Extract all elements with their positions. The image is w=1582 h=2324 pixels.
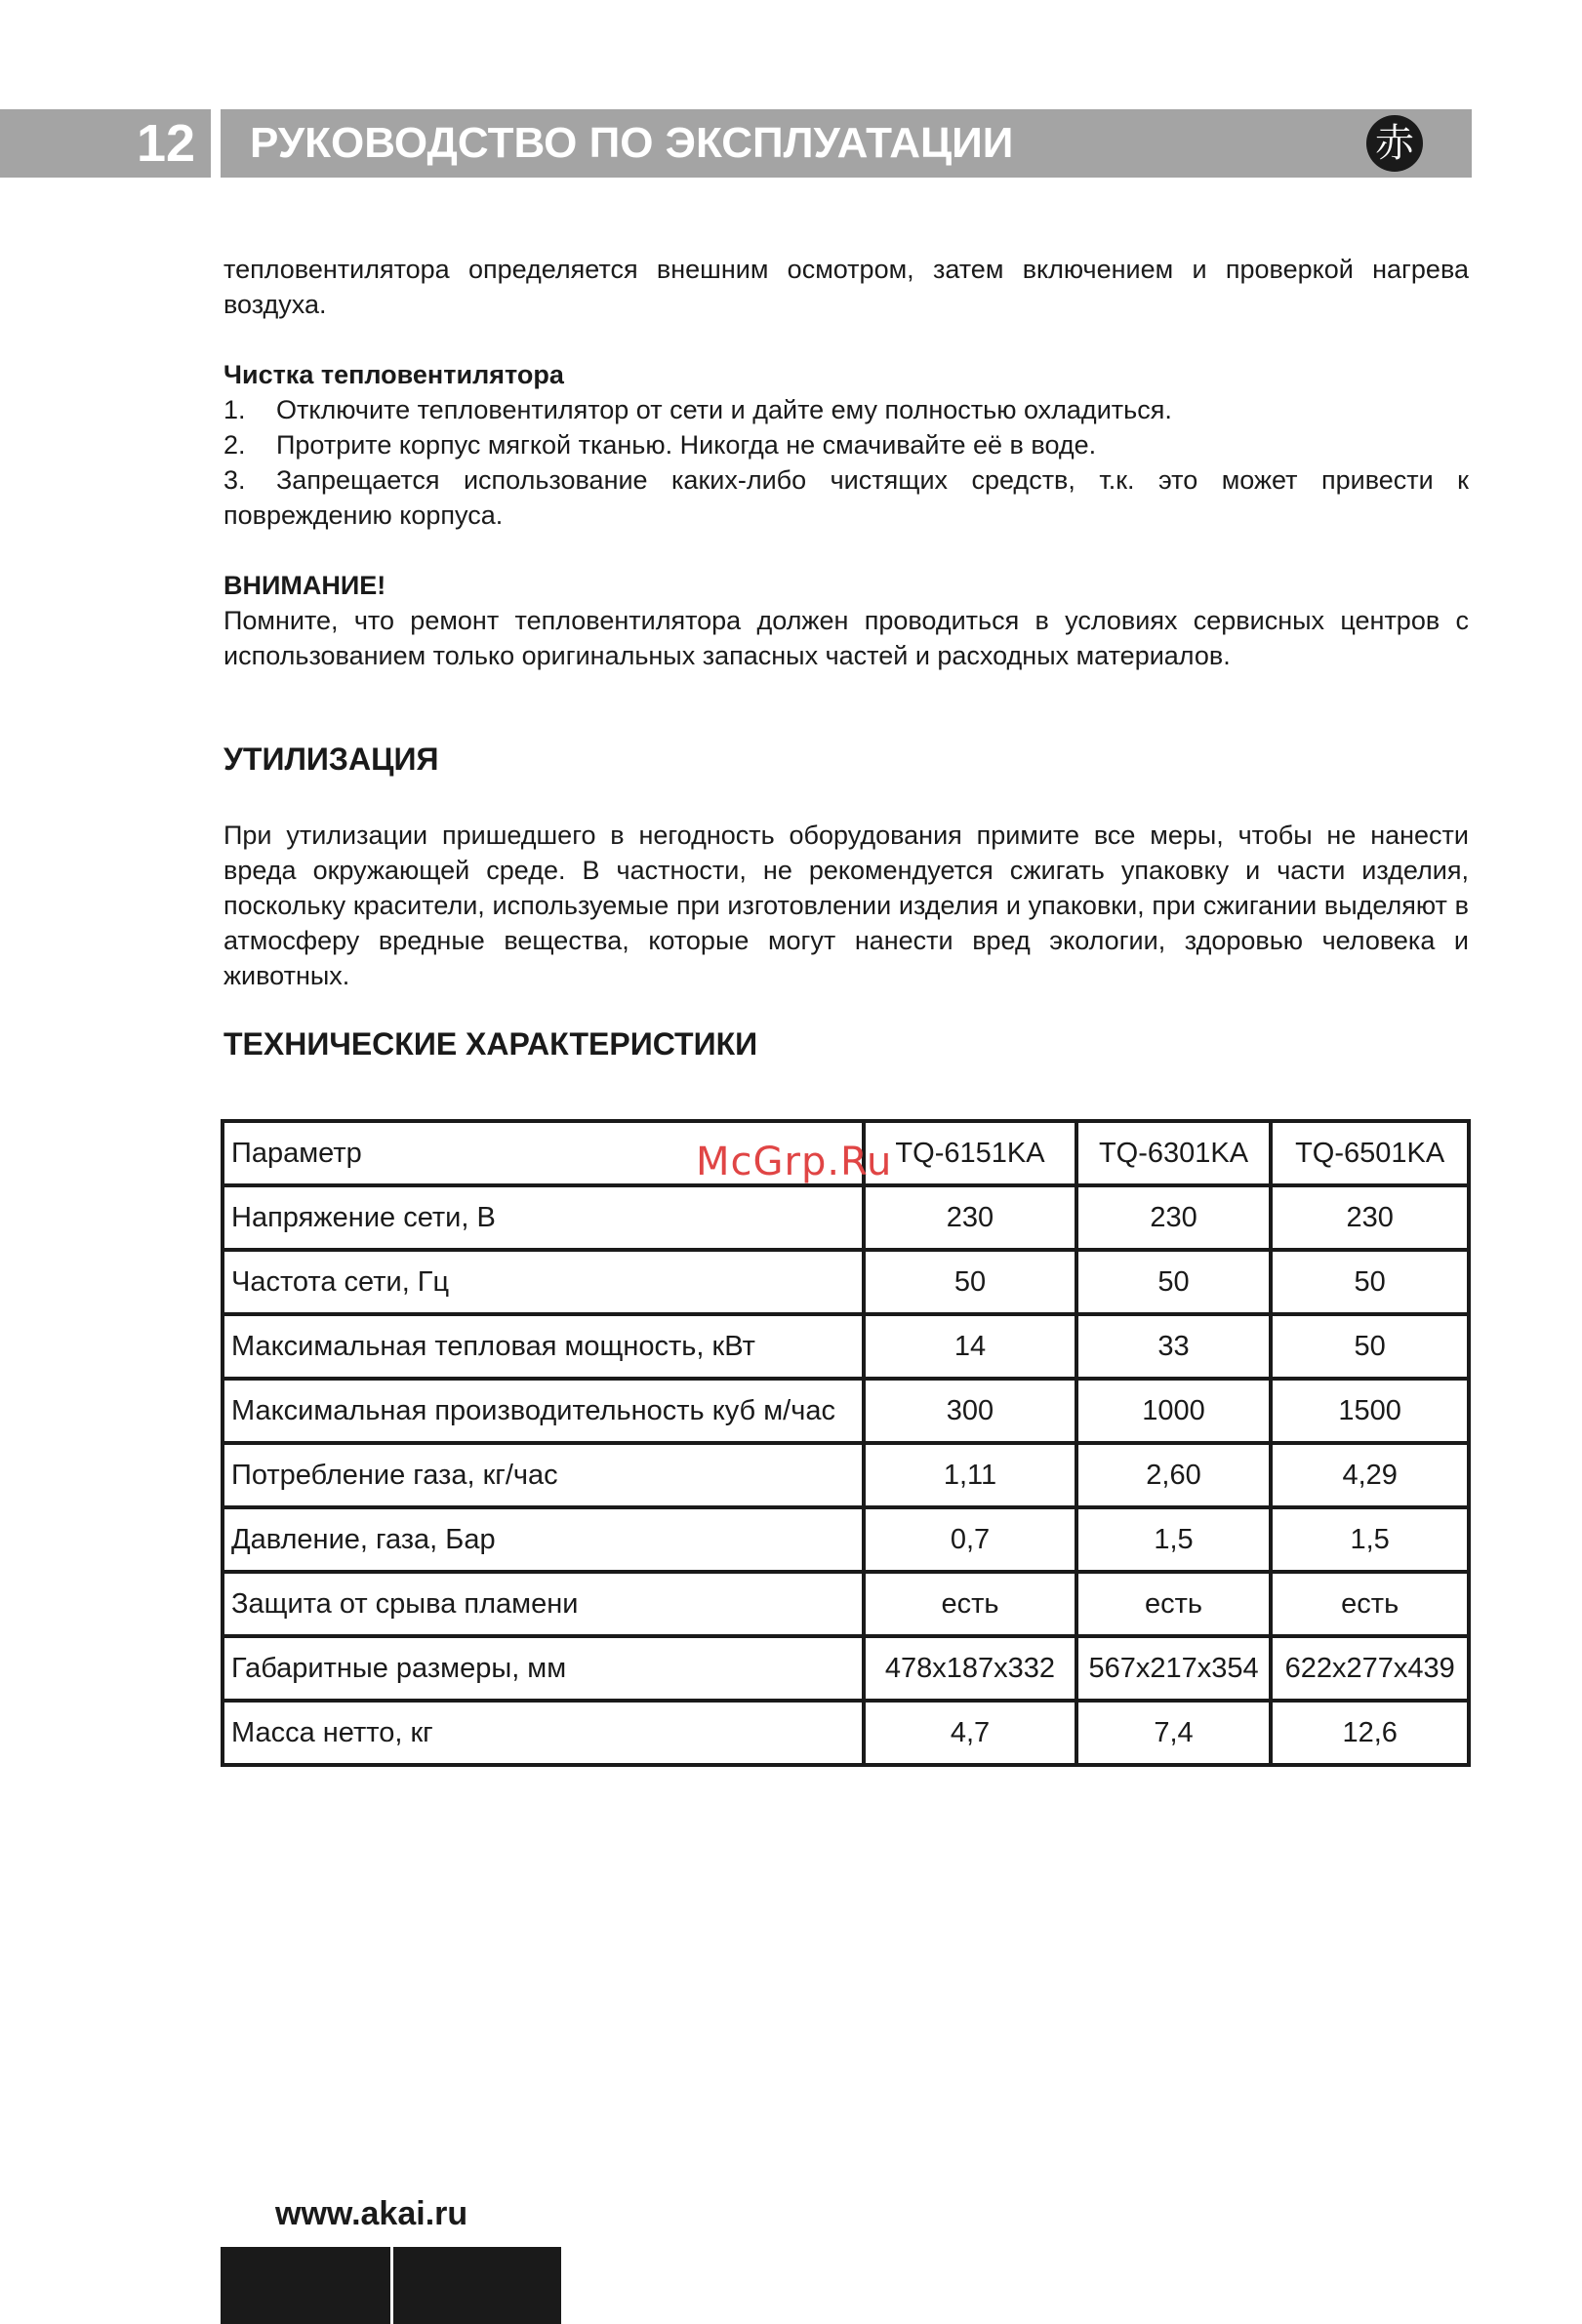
table-cell: 2,60 bbox=[1076, 1443, 1272, 1507]
intro-paragraph: тепловентилятора определяется внешним осмотром, затем включением и проверкой нагрева воздуха. bbox=[223, 255, 1469, 319]
table-row bbox=[223, 1701, 1469, 1765]
table-row bbox=[223, 1443, 1469, 1507]
header-title: РУКОВОДСТВО ПО ЭКСПЛУАТАЦИИ bbox=[250, 119, 1014, 167]
table-cell-param: Давление, газа, Бар bbox=[223, 1507, 864, 1572]
table-cell: 50 bbox=[1271, 1250, 1469, 1314]
disposal-text: При утилизации пришедшего в негодность оборудования примите все меры, чтобы не нанести вреда окружающей среде. В частности, не рекомендуется сжигать упаковку и части изделия, поскольку красители, используемые при изготовлении изделия и упаковки, при сжигании выделяют в атмосферу вредные вещества, которые могут нанести вред экологии, здоровью человека и животных. bbox=[223, 821, 1469, 990]
table-cell: 14 bbox=[864, 1314, 1075, 1379]
table-header-cell: Параметр bbox=[223, 1121, 864, 1185]
akai-logo-icon: 赤 bbox=[1366, 115, 1423, 172]
table-cell: 230 bbox=[1271, 1185, 1469, 1250]
list-item-number: 1. bbox=[223, 395, 246, 424]
table-cell: есть bbox=[1076, 1572, 1272, 1636]
table-row bbox=[223, 1250, 1469, 1314]
footer-url[interactable]: www.akai.ru bbox=[275, 2195, 468, 2232]
table-cell-param: Защита от срыва пламени bbox=[223, 1572, 864, 1636]
list-item bbox=[223, 462, 1469, 533]
list-item bbox=[223, 392, 1469, 427]
watermark: McGrp.Ru bbox=[696, 1140, 893, 1184]
table-header-cell: TQ-6501KA bbox=[1271, 1121, 1469, 1185]
cleaning-section bbox=[223, 357, 1469, 533]
table-cell: 50 bbox=[1076, 1250, 1272, 1314]
warning-text: Помните, что ремонт тепловентилятора должен проводиться в условиях сервисных центров с использованием только оригинальных запасных частей и расходных материалов. bbox=[223, 606, 1469, 670]
table-cell: 622x277x439 bbox=[1271, 1636, 1469, 1701]
table-cell: 1,5 bbox=[1271, 1507, 1469, 1572]
header-divider bbox=[211, 109, 221, 178]
table-cell-param: Максимальная тепловая мощность, кВт bbox=[223, 1314, 864, 1379]
table-cell-param: Потребление газа, кг/час bbox=[223, 1443, 864, 1507]
page-number: 12 bbox=[136, 114, 196, 173]
table-cell: 4,29 bbox=[1271, 1443, 1469, 1507]
table-cell-param: Масса нетто, кг bbox=[223, 1701, 864, 1765]
table-cell-param: Габаритные размеры, мм bbox=[223, 1636, 864, 1701]
table-cell: 300 bbox=[864, 1379, 1075, 1443]
list-item-text: Отключите тепловентилятор от сети и дайте ему полностью охладиться. bbox=[276, 395, 1172, 424]
table-cell: 0,7 bbox=[864, 1507, 1075, 1572]
table-cell: 50 bbox=[1271, 1314, 1469, 1379]
table-cell: 567x217x354 bbox=[1076, 1636, 1272, 1701]
table-cell: 1,5 bbox=[1076, 1507, 1272, 1572]
warning-title: ВНИМАНИЕ! bbox=[223, 571, 386, 600]
table-cell: 478x187x332 bbox=[864, 1636, 1075, 1701]
list-item-text: Запрещается использование каких-либо чистящих средств, т.к. это может привести к повреждению корпуса. bbox=[223, 465, 1469, 530]
table-row bbox=[223, 1572, 1469, 1636]
warning-section bbox=[223, 568, 1469, 673]
list-item-number: 2. bbox=[223, 430, 246, 460]
list-item-number: 3. bbox=[223, 465, 246, 495]
table-header-cell: TQ-6301KA bbox=[1076, 1121, 1272, 1185]
table-row bbox=[223, 1507, 1469, 1572]
table-cell: 50 bbox=[864, 1250, 1075, 1314]
table-cell: 230 bbox=[1076, 1185, 1272, 1250]
table-header-cell: TQ-6151KA bbox=[864, 1121, 1075, 1185]
specs-table bbox=[221, 1119, 1471, 1767]
table-cell-param: Напряжение сети, В bbox=[223, 1185, 864, 1250]
footer-block-right bbox=[393, 2247, 561, 2324]
table-cell: 1500 bbox=[1271, 1379, 1469, 1443]
list-item-text: Протрите корпус мягкой тканью. Никогда не смачивайте её в воде. bbox=[276, 430, 1097, 460]
table-row bbox=[223, 1636, 1469, 1701]
table-cell-param: Максимальная производительность куб м/час bbox=[223, 1379, 864, 1443]
table-row bbox=[223, 1185, 1469, 1250]
table-cell: 230 bbox=[864, 1185, 1075, 1250]
table-cell-param: Частота сети, Гц bbox=[223, 1250, 864, 1314]
specs-title: ТЕХНИЧЕСКИЕ ХАРАКТЕРИСТИКИ bbox=[223, 1026, 758, 1062]
table-row bbox=[223, 1314, 1469, 1379]
footer-block-left bbox=[221, 2247, 390, 2324]
table-cell: 1000 bbox=[1076, 1379, 1272, 1443]
disposal-title: УТИЛИЗАЦИЯ bbox=[223, 741, 439, 777]
table-cell: 33 bbox=[1076, 1314, 1272, 1379]
list-item bbox=[223, 427, 1469, 462]
table-cell: есть bbox=[1271, 1572, 1469, 1636]
table-cell: 12,6 bbox=[1271, 1701, 1469, 1765]
table-cell: 1,11 bbox=[864, 1443, 1075, 1507]
table-row bbox=[223, 1379, 1469, 1443]
table-cell: 4,7 bbox=[864, 1701, 1075, 1765]
cleaning-title: Чистка тепловентилятора bbox=[223, 360, 564, 389]
table-cell: 7,4 bbox=[1076, 1701, 1272, 1765]
table-cell: есть bbox=[864, 1572, 1075, 1636]
